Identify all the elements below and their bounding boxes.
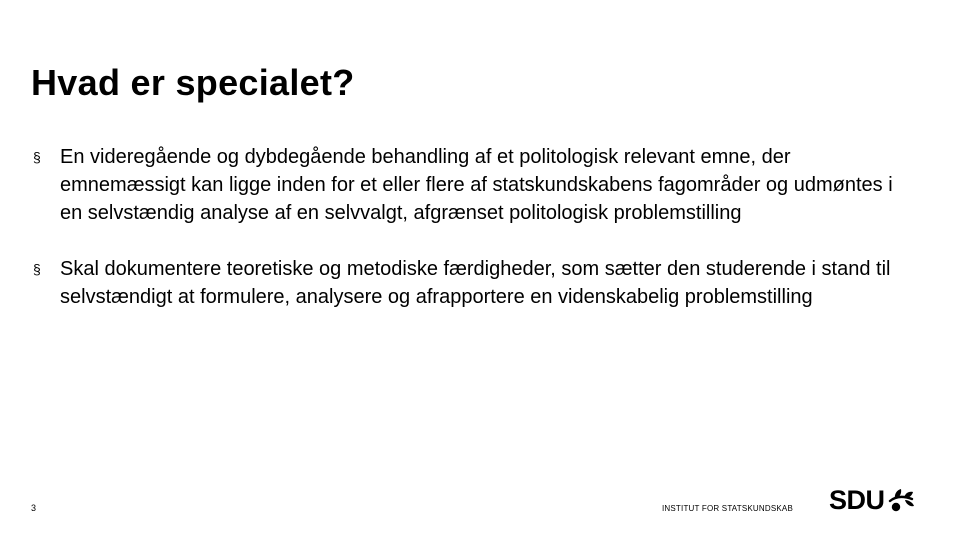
bullet-item bbox=[33, 143, 913, 227]
footer-institute: INSTITUT FOR STATSKUNDSKAB bbox=[662, 504, 793, 513]
bullet-text: Skal dokumentere teoretiske og metodiske færdigheder, som sætter den studerende i stand til selvstændigt at formulere, analysere og afrapportere en videnskabelig problemstilling bbox=[60, 258, 891, 308]
sdu-logo bbox=[829, 484, 915, 516]
bullet-item bbox=[33, 255, 913, 311]
sdu-leaf-icon bbox=[887, 484, 915, 516]
slide-title: Hvad er specialet? bbox=[31, 62, 355, 103]
bullet-text: En videregående og dybdegående behandling af et politologisk relevant emne, der emnemæssigt kan ligge inden for et eller flere af statskundskabens fagområder og udmøntes i en selvstændig analyse af en selvvalgt, afgrænset politologisk problemstilling bbox=[60, 146, 893, 224]
bullet-marker: § bbox=[33, 149, 41, 165]
logo-text: SDU bbox=[829, 485, 885, 515]
bullet-list bbox=[33, 143, 913, 339]
bullet-marker: § bbox=[33, 261, 41, 277]
page-number: 3 bbox=[31, 503, 37, 513]
